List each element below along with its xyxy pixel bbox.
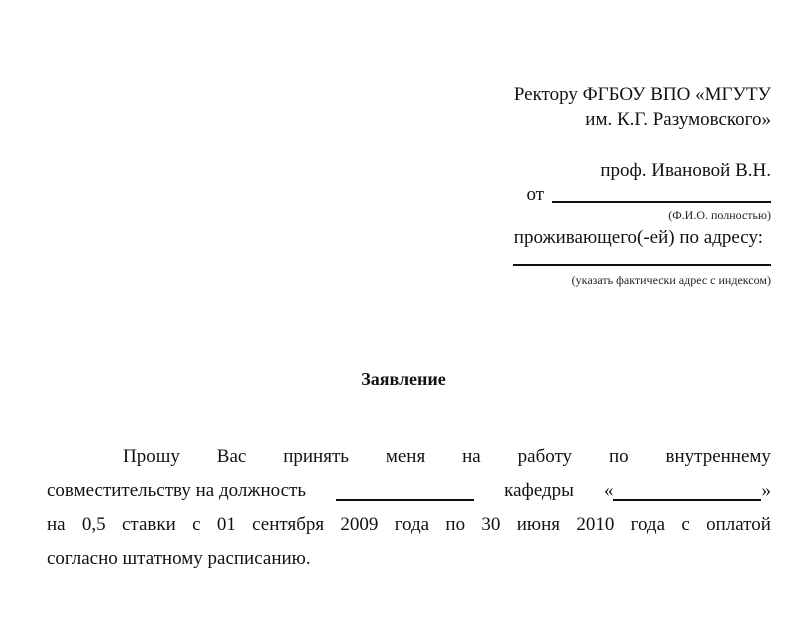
word: Вас — [216, 446, 247, 467]
recipient-name: проф. Ивановой В.Н. — [600, 160, 771, 181]
word: сентября — [252, 514, 325, 535]
word: года — [394, 514, 430, 535]
word: с — [192, 514, 201, 535]
document-title: Заявление — [361, 369, 446, 389]
body-text — [47, 440, 771, 576]
quote-open: « — [603, 480, 614, 501]
recipient-line-1: Ректору ФГБОУ ВПО «МГУТУ — [513, 84, 771, 105]
word: 01 — [216, 514, 236, 535]
body-line-1 — [47, 440, 771, 474]
word: внутреннему — [665, 446, 771, 467]
word: принять — [283, 446, 349, 467]
recipient-line-2: им. К.Г. Разумовского» — [585, 109, 771, 130]
department-quoted — [604, 474, 771, 508]
department-text: кафедры — [504, 480, 574, 501]
from-label: от — [526, 184, 544, 205]
word: оплатой — [706, 514, 771, 535]
word: на — [462, 446, 481, 467]
body-line-3 — [47, 508, 771, 542]
word: 30 — [481, 514, 501, 535]
word: меня — [385, 446, 426, 467]
word: 2010 — [576, 514, 615, 535]
word: июня — [516, 514, 560, 535]
from-row — [526, 183, 771, 207]
address-blank — [513, 264, 771, 266]
word: ставки — [121, 514, 176, 535]
word: на — [47, 514, 66, 535]
word: 2009 — [340, 514, 379, 535]
body-line-2 — [47, 474, 771, 508]
position-blank — [336, 479, 474, 501]
word: с — [681, 514, 690, 535]
word: года — [630, 514, 665, 535]
quote-close: » — [761, 480, 771, 501]
from-hint: (Ф.И.О. полностью) — [668, 208, 771, 222]
body-line-4-text: согласно штатному расписанию. — [47, 548, 311, 569]
address-label: проживающего(-ей) по адресу: — [513, 227, 763, 248]
word: 0,5 — [81, 514, 106, 535]
department-blank — [613, 479, 761, 501]
word: по — [445, 514, 466, 535]
position-text: совместительству на должность — [47, 480, 307, 501]
word: работу — [517, 446, 573, 467]
body-line-4 — [47, 542, 771, 576]
from-name-blank — [552, 183, 771, 203]
word: по — [608, 446, 629, 467]
word: Прошу — [123, 446, 180, 467]
address-hint: (указать фактически адрес с индексом) — [571, 273, 771, 287]
